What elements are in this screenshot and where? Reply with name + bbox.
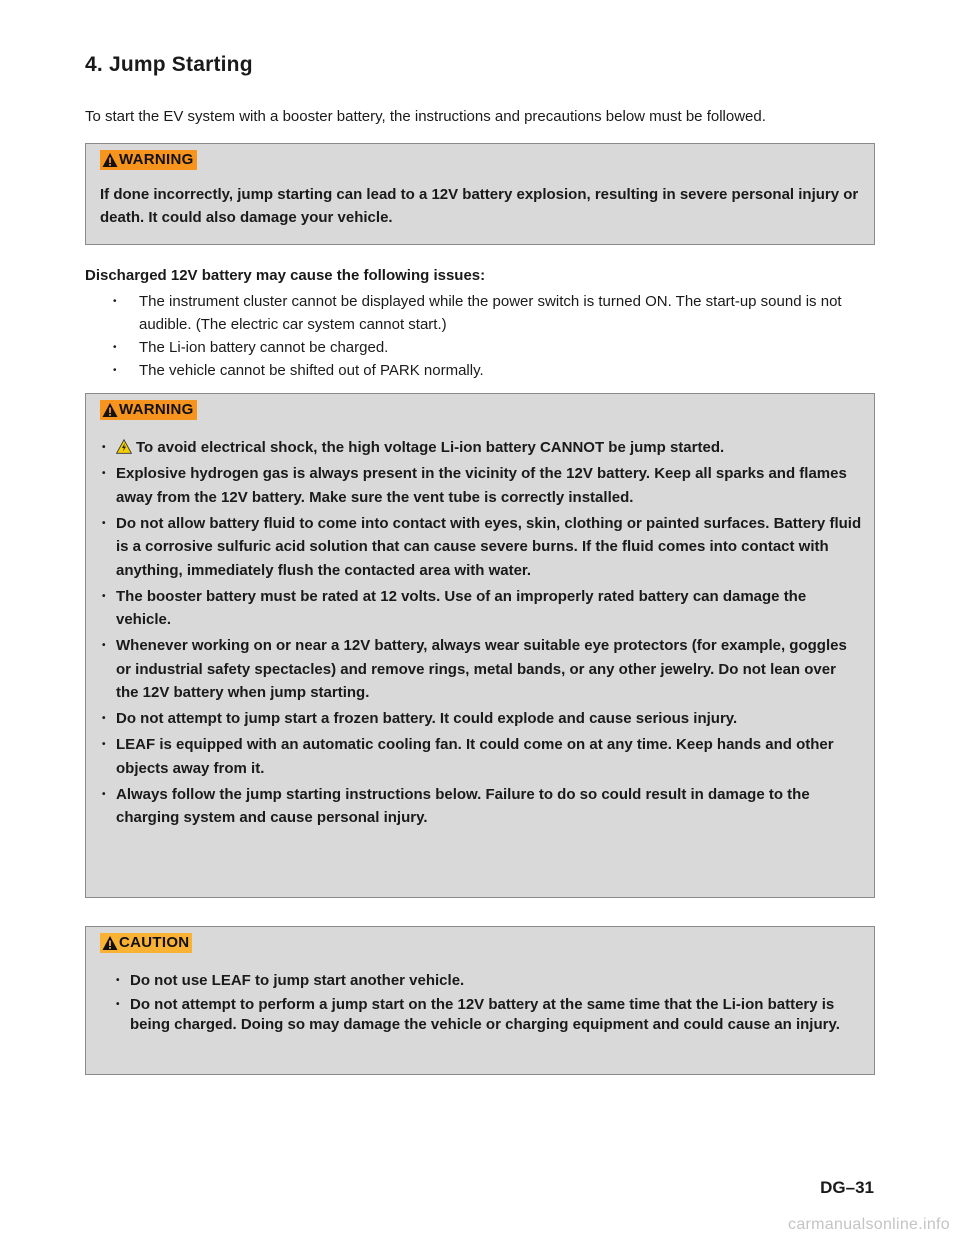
issues-heading: Discharged 12V battery may cause the following issues: xyxy=(85,267,486,284)
warning-triangle-icon xyxy=(102,152,118,168)
list-item: • Explosive hydrogen gas is always present in the vicinity of the 12V battery. Keep all sparks and flames away from the 12V battery. Make sure the vent tube is correctly installed. xyxy=(100,462,862,509)
list-item: • Do not use LEAF to jump start another vehicle. xyxy=(114,971,844,991)
high-voltage-icon xyxy=(116,439,132,454)
list-item: • The instrument cluster cannot be displayed while the power switch is turned ON. The start-up sound is not audible. (The electric car system cannot start.) xyxy=(113,290,853,336)
list-item: • Do not attempt to jump start a frozen battery. It could explode and cause serious injury. xyxy=(100,707,862,731)
list-item: • The Li-ion battery cannot be charged. xyxy=(113,336,853,359)
caution-list xyxy=(114,971,844,1039)
list-item: • The booster battery must be rated at 12 volts. Use of an improperly rated battery can damage the vehicle. xyxy=(100,585,862,632)
caution-box xyxy=(85,926,875,1075)
watermark: carmanualsonline.info xyxy=(788,1216,950,1233)
list-item: • Always follow the jump starting instructions below. Failure to do so could result in damage to the charging system and cause personal injury. xyxy=(100,783,862,830)
caution-label-text: CAUTION xyxy=(119,934,190,951)
caution-label xyxy=(100,933,192,953)
warning-text: If done incorrectly, jump starting can lead to a 12V battery explosion, resulting in severe personal injury or death. It could also damage your vehicle. xyxy=(100,186,859,226)
warning-label xyxy=(100,400,197,420)
warning-label xyxy=(100,150,197,170)
list-item: • The vehicle cannot be shifted out of PARK normally. xyxy=(113,359,853,382)
warning-triangle-icon xyxy=(102,402,118,418)
list-item: • Whenever working on or near a 12V battery, always wear suitable eye protectors (for example, goggles or industrial safety spectacles) and remove rings, metal bands, or any other jewelry. Do not lean over the 12V battery when jump starting. xyxy=(100,634,862,705)
warning-label-text: WARNING xyxy=(119,151,194,168)
page-number: DG–31 xyxy=(820,1178,874,1197)
warning-label-text: WARNING xyxy=(119,401,194,418)
list-item: • Do not attempt to perform a jump start on the 12V battery at the same time that the Li-ion battery is being charged. Doing so may damage the vehicle or charging equipment and could cause an injury. xyxy=(114,995,844,1035)
section-title: 4. Jump Starting xyxy=(85,53,253,76)
list-item: • LEAF is equipped with an automatic cooling fan. It could come on at any time. Keep hands and other objects away from it. xyxy=(100,733,862,780)
list-item xyxy=(100,436,862,460)
warning-box xyxy=(85,143,875,245)
issues-list xyxy=(113,290,853,382)
list-item-text: To avoid electrical shock, the high voltage Li-ion battery CANNOT be jump started. xyxy=(136,439,725,456)
warning-triangle-icon xyxy=(102,935,118,951)
warning-box-precautions xyxy=(85,393,875,898)
list-item: • Do not allow battery fluid to come into contact with eyes, skin, clothing or painted surfaces. Battery fluid is a corrosive sulfuric acid solution that can cause severe burns. If the fluid comes into contact with anything, immediately flush the contacted area with water. xyxy=(100,512,862,583)
intro-text: To start the EV system with a booster battery, the instructions and precautions below must be followed. xyxy=(85,108,766,125)
warning-list xyxy=(100,436,862,832)
